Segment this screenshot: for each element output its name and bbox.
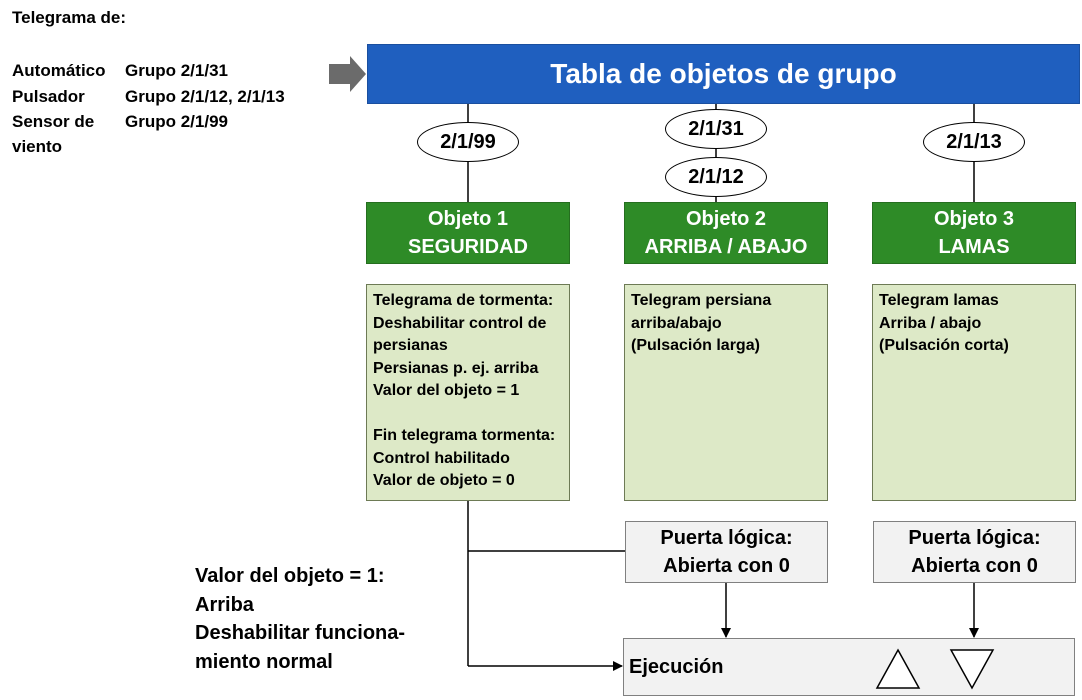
note-line: Deshabilitar funciona- [195,622,406,644]
object-1-box [366,202,570,264]
description-line: Control habilitado [373,449,510,467]
description-line: Deshabilitar control de [373,314,547,332]
description-spacer [373,403,563,426]
description-line: (Pulsación corta) [879,337,1009,354]
legend-title: Telegrama de: [12,8,127,27]
legend-source-1: Automático [12,61,106,80]
object-3-box [872,202,1076,264]
note-line: miento normal [195,650,333,673]
address-ellipse-1: 2/1/99 [417,122,519,162]
execution-box [623,638,1075,696]
legend-group-3: Grupo 2/1/99 [125,112,228,131]
description-line: Valor del objeto = 1 [373,382,520,399]
legend-source-3: Sensor de [12,112,95,131]
object-value-note [195,562,405,676]
description-line: persianas [373,337,448,354]
object-2-subtitle: ARRIBA / ABAJO [644,236,808,258]
description-line: Fin telegrama tormenta: [373,427,556,444]
logic-gate-2-title: Puerta lógica: [908,527,1041,549]
description-line: Telegram persiana [631,292,772,309]
legend-source-2: Pulsador [12,87,85,106]
address-ellipse-4: 2/1/13 [923,122,1025,162]
logic-gate-1-title: Puerta lógica: [660,527,793,549]
address-ellipse-2: 2/1/31 [665,109,767,149]
object-2-box [624,202,828,264]
group-object-table-header: Tabla de objetos de grupo [367,44,1080,104]
object-3-title: Objeto 3 [933,208,1014,230]
description-line: Telegram lamas [879,292,999,309]
description-line: arriba/abajo [631,314,722,332]
execution-label: Ejecución [629,656,724,678]
legend-source-4: viento [12,137,63,156]
description-line: (Pulsación larga) [631,337,760,354]
description-object-3 [872,284,1076,501]
up-triangle-icon [874,647,922,691]
logic-gate-1-condition: Abierta con 0 [663,555,790,577]
description-line: Telegrama de tormenta: [373,292,554,309]
description-object-1 [366,284,570,501]
description-line: Valor de objeto = 0 [373,472,515,489]
logic-gate-2 [873,521,1076,583]
description-line: Persianas p. ej. arriba [373,359,539,377]
note-line: Arriba [195,593,254,616]
address-ellipse-3: 2/1/12 [665,157,767,197]
logic-gate-1 [625,521,828,583]
object-3-subtitle: LAMAS [938,236,1010,258]
description-object-2 [624,284,828,501]
legend-group-1: Grupo 2/1/31 [125,61,228,80]
input-arrow-icon [329,56,366,92]
note-line: Valor del objeto = 1: [195,565,385,587]
object-1-title: Objeto 1 [427,208,508,230]
description-line: Arriba / abajo [879,314,982,332]
legend-group-2: Grupo 2/1/12, 2/1/13 [125,87,285,106]
object-1-subtitle: SEGURIDAD [407,236,528,258]
object-2-title: Objeto 2 [685,208,766,230]
down-triangle-icon [948,647,996,691]
logic-gate-2-condition: Abierta con 0 [911,555,1038,577]
